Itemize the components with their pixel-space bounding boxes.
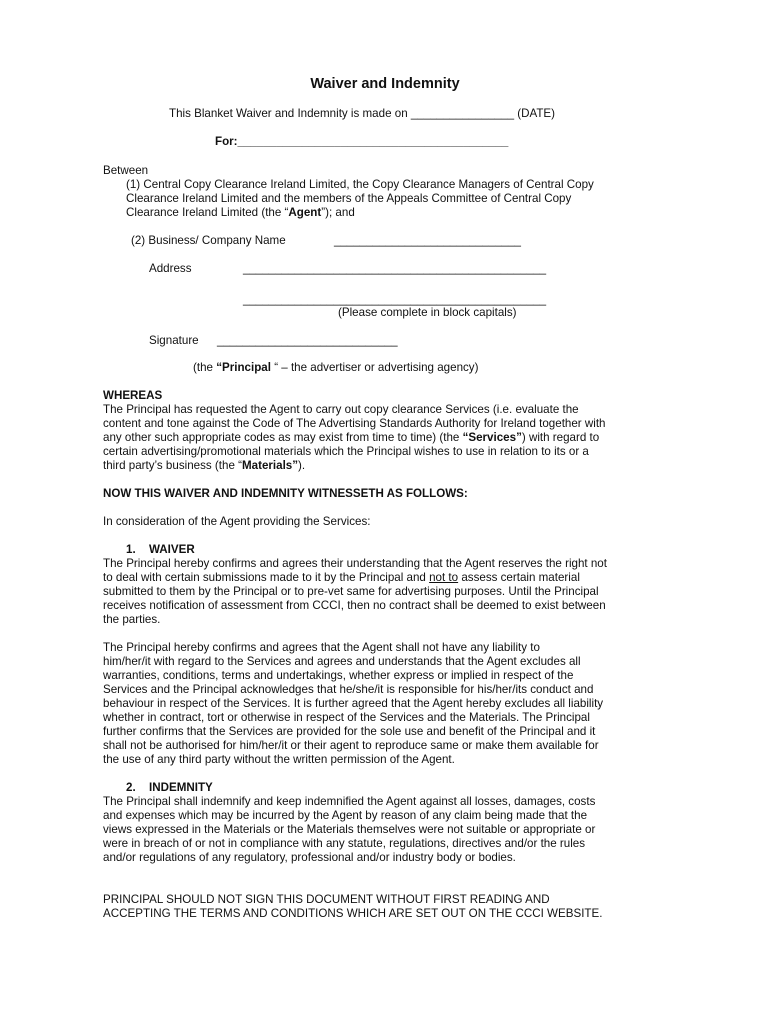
intro-line: This Blanket Waiver and Indemnity is made on ________________ (DATE)	[169, 107, 556, 120]
party1-line1: (1) Central Copy Clearance Ireland Limited, the Copy Clearance Managers of Central Copy	[126, 178, 594, 191]
waiver-line: receives notification of assessment from CCCI, then no contract shall be deemed to exist between	[103, 599, 606, 612]
services-term: “Services”	[462, 431, 522, 444]
company-name-label: (2) Business/ Company Name	[131, 234, 286, 247]
waiver-line: the parties.	[103, 613, 161, 626]
between-label: Between	[103, 164, 149, 177]
materials-term: Materials”	[241, 459, 299, 472]
waiver-line: The Principal hereby confirms and agrees their understanding that the Agent reserves the right not	[103, 557, 607, 570]
principal-post: “ – the advertiser or advertising agency)	[270, 361, 479, 374]
indemnity-line: The Principal shall indemnify and keep indemnified the Agent against all losses, damages, costs	[103, 795, 596, 808]
waiver-line	[103, 571, 580, 585]
signature-label: Signature	[149, 334, 199, 347]
indemnity-line: were in breach of or not in compliance with any statute, regulations, directives and/or the rules	[103, 837, 586, 850]
whereas-line: content and tone against the Code of The Advertising Standards Authority for Ireland together with	[103, 417, 606, 430]
waiver-p2-line: whether in contract, tort or otherwise in respect of the Services and the Materials. The Principal	[103, 711, 590, 724]
witnesseth-heading: NOW THIS WAIVER AND INDEMNITY WITNESSETH AS FOLLOWS:	[103, 487, 468, 500]
document-title: Waiver and Indemnity	[310, 76, 460, 92]
party1-line2: Clearance Ireland Limited and the members of the Appeals Committee of Central Copy	[126, 192, 572, 205]
principal-term: “Principal	[216, 361, 271, 374]
address-field-2[interactable]: _______________________________________________	[243, 293, 547, 306]
footer-warning-line: ACCEPTING THE TERMS AND CONDITIONS WHICH ARE SET OUT ON THE CCCI WEBSITE.	[103, 907, 603, 920]
waiver-heading: WAIVER	[149, 543, 195, 556]
principal-pre: (the	[193, 361, 217, 374]
whereas-line: certain advertising/promotional materials which the Principal wishes to use in relation to its or a	[103, 445, 589, 458]
whereas-line: The Principal has requested the Agent to carry out copy clearance Services (i.e. evaluate the	[103, 403, 579, 416]
waiver-p2-line: warranties, conditions, terms and undertakings, whether express or implied in respect of the	[103, 669, 574, 682]
party1-line3-post: ”); and	[321, 206, 355, 219]
waiver-line: submitted to them by the Principal or to pre-vet same for advertising purposes. Until the Principal	[103, 585, 599, 598]
whereas-line5-pre: third party’s business (the “	[103, 459, 242, 472]
address-field-1[interactable]: _______________________________________________	[243, 262, 547, 275]
for-line: For:__________________________________________	[215, 135, 509, 148]
waiver-p2-line: behaviour in respect of the Services. It is further agreed that the Agent hereby excludes all liability	[103, 697, 604, 710]
principal-definition	[193, 361, 478, 375]
whereas-line3-pre: any other such appropriate codes as may exist from time to time) (the	[103, 431, 463, 444]
waiver-p2-line: Services and the Principal acknowledges that he/she/it is responsible for his/her/its conduct and	[103, 683, 594, 696]
waiver-p2-line: The Principal hereby confirms and agrees that the Agent shall not have any liability to	[103, 641, 540, 654]
indemnity-line: and expenses which may be incurred by the Agent by reason of any claim being made that the	[103, 809, 588, 822]
waiver-line2-pre: to deal with certain submissions made to it by the Principal and	[103, 571, 430, 584]
waiver-p2-line: further confirms that the Services are provided for the sole use and benefit of the Principal and it	[103, 725, 596, 738]
waiver-p2-line: him/her/it with regard to the Services and agrees and understands that the Agent excludes all	[103, 655, 581, 668]
block-capitals-note: (Please complete in block capitals)	[338, 306, 517, 319]
whereas-line	[103, 431, 599, 445]
party1-line3	[126, 206, 355, 220]
whereas-line3-post: ) with regard to	[521, 431, 600, 444]
agent-term: Agent	[288, 206, 322, 219]
indemnity-number: 2.	[126, 781, 136, 794]
company-name-field[interactable]: _____________________________	[334, 234, 521, 247]
whereas-heading: WHEREAS	[103, 389, 163, 402]
waiver-number: 1.	[126, 543, 136, 556]
party1-line3-pre: Clearance Ireland Limited (the “	[126, 206, 289, 219]
indemnity-line: and/or regulations of any regulatory, professional and/or industry body or bodies.	[103, 851, 516, 864]
waiver-p2-line: the use of any third party without the written permission of the Agent.	[103, 753, 455, 766]
footer-warning-line: PRINCIPAL SHOULD NOT SIGN THIS DOCUMENT WITHOUT FIRST READING AND	[103, 893, 550, 906]
indemnity-line: views expressed in the Materials or the Materials themselves were not suitable or appropriate or	[103, 823, 596, 836]
consideration-line: In consideration of the Agent providing the Services:	[103, 515, 371, 528]
whereas-line	[103, 459, 305, 473]
waiver-line2-post: assess certain material	[458, 571, 580, 584]
not-to-underlined: not to	[429, 571, 459, 584]
waiver-p2-line: shall not be authorised for him/her/it or their agent to reproduce same or make them available for	[103, 739, 599, 752]
address-label: Address	[149, 262, 192, 275]
signature-field[interactable]: ____________________________	[217, 334, 398, 347]
whereas-line5-post: ).	[298, 459, 306, 472]
indemnity-heading: INDEMNITY	[149, 781, 213, 794]
